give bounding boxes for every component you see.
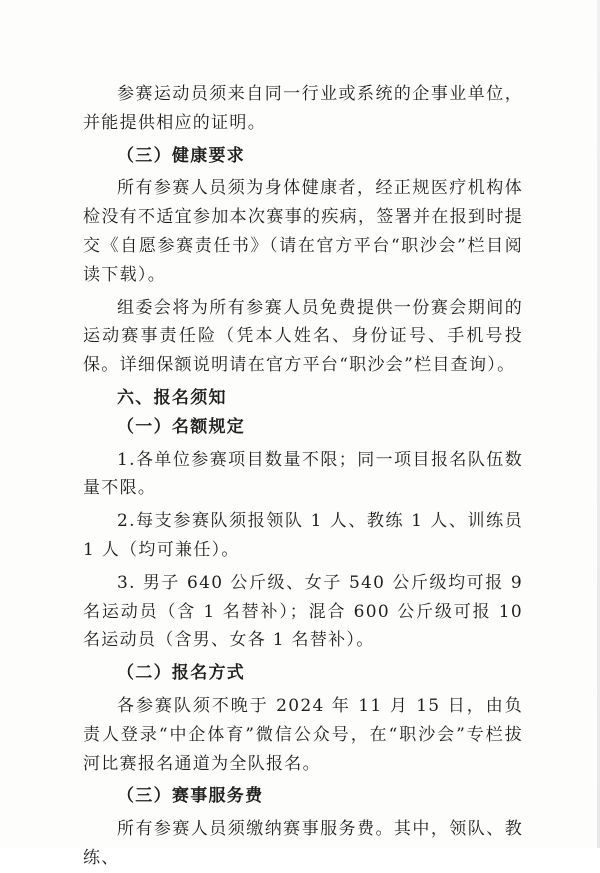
- paragraph-quota-rule-2: 2.每支参赛队须报领队 1 人、教练 1 人、训练员 1 人（均可兼任）。: [83, 511, 523, 560]
- paragraph-service-fee: 所有参赛人员须缴纳赛事服务费。其中，领队、教练、: [83, 819, 523, 868]
- paragraph-insurance: 组委会将为所有参赛人员免费提供一份赛会期间的运动赛事责任险（凭本人姓名、身份证号、手机号投保。详细保额说明请在官方平台“职沙会”栏目查询）。: [83, 297, 523, 376]
- heading-registration-notice: 六、报名须知: [117, 387, 227, 408]
- subheading-service-fee: （三）赛事服务费: [117, 786, 264, 807]
- paragraph-quota-rule-1: 1.各单位参赛项目数量不限；同一项目报名队伍数量不限。: [83, 449, 523, 499]
- subheading-quota-rules: （一）名额规定: [117, 416, 246, 437]
- paragraph-athlete-eligibility: 参赛运动员须来自同一行业或系统的企事业单位，并能提供相应的证明。: [83, 84, 523, 133]
- document-body: [83, 80, 523, 873]
- paragraph-health-requirements: 所有参赛人员须为身体健康者，经正规医疗机构体检没有不适宜参加本次赛事的疾病，签署并在报到时提交《自愿参赛责任书》（请在官方平台“职沙会”栏目阅读下载）。: [83, 178, 523, 285]
- paragraph-registration-method: 各参赛队须不晚于 2024 年 11 月 15 日，由负责人登录“中企体育”微信公众号，在“职沙会”专栏拔河比赛报名通道为全队报名。: [83, 695, 523, 774]
- subheading-registration-method: （二）报名方式: [117, 663, 246, 684]
- paragraph-quota-rule-3: 3. 男子 640 公斤级、女子 540 公斤级均可报 9 名运动员（含 1 名替补）；混合 600 公斤级可报 10 名运动员（含男、女各 1 名替补）。: [83, 572, 523, 651]
- subheading-health-requirements: （三）健康要求: [117, 145, 246, 166]
